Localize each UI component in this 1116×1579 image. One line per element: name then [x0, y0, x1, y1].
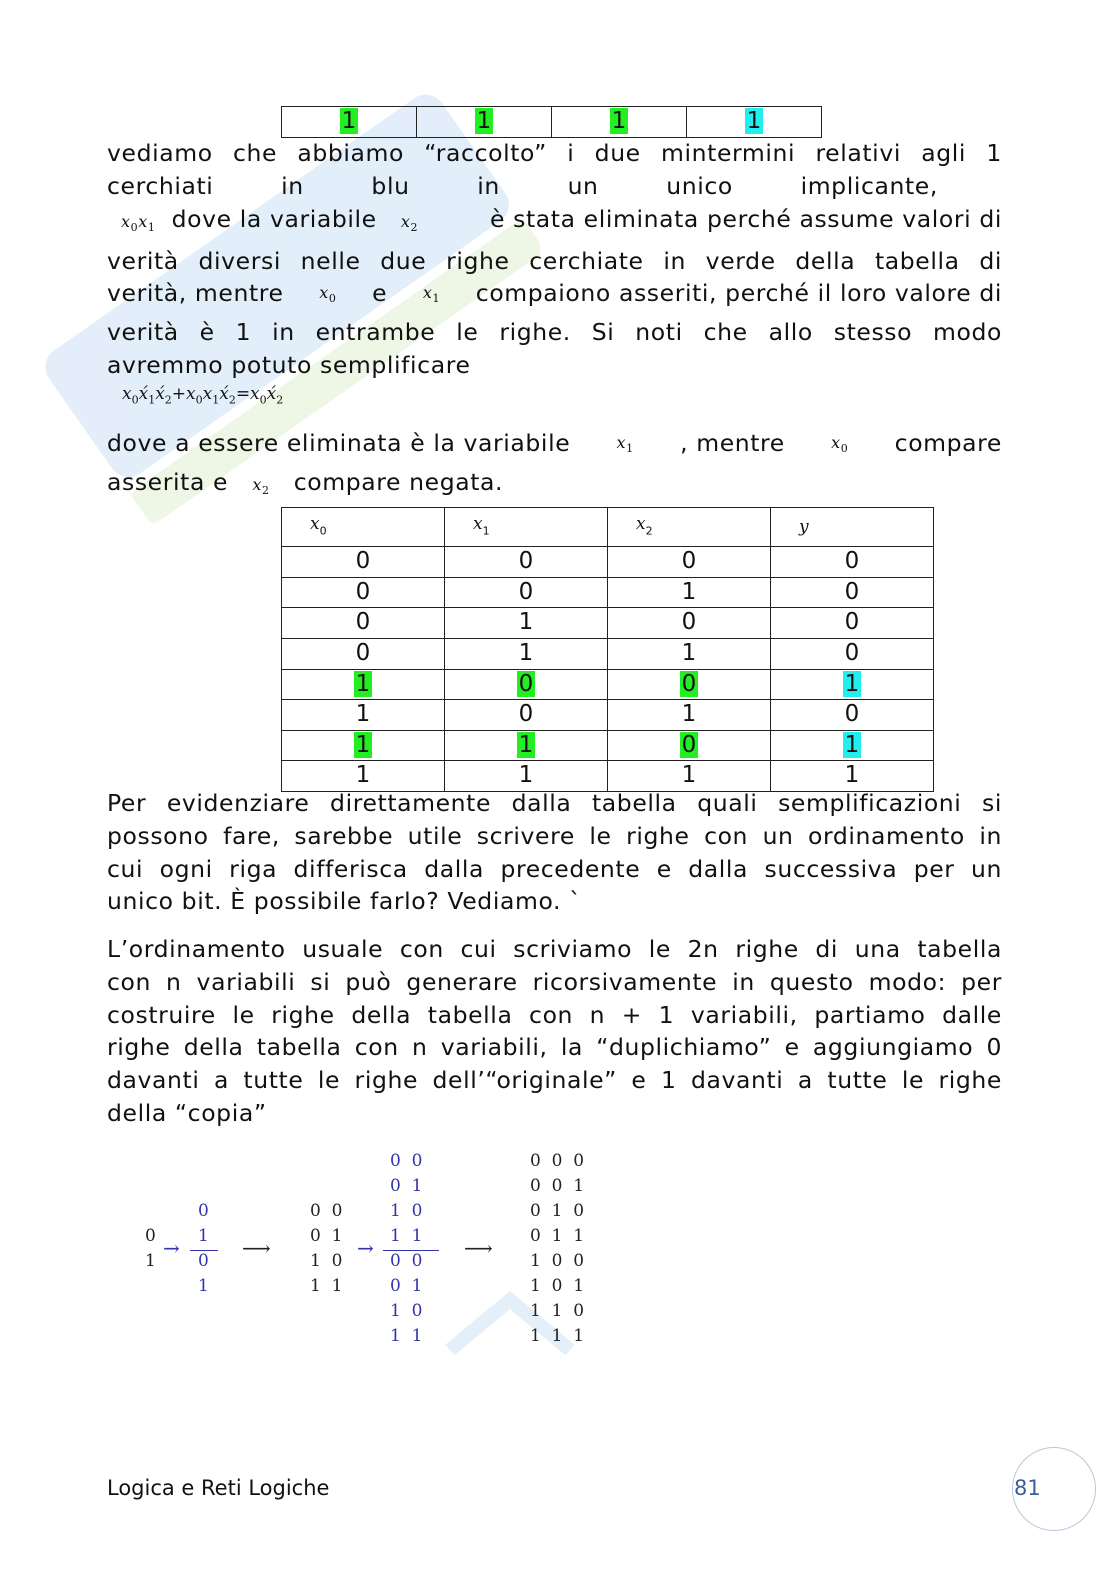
- long-arrow-icon: ⟶: [464, 1236, 493, 1260]
- word: i: [567, 139, 575, 167]
- table-cell: [282, 547, 445, 578]
- cell-value: 1: [844, 670, 860, 697]
- diagram-row: 1: [198, 1226, 209, 1246]
- text: è stata eliminata perché assume valori di: [490, 204, 1002, 233]
- table-cell: [445, 669, 608, 700]
- cell-value: 1: [355, 731, 371, 758]
- cell-value: 1: [844, 731, 860, 758]
- diagram-row: 1 0: [390, 1301, 423, 1321]
- diagram-row: 1 1: [390, 1226, 423, 1246]
- diagram-row: 0 0: [390, 1251, 423, 1271]
- diagram-row: 1: [198, 1276, 209, 1296]
- table-cell: [771, 700, 934, 731]
- table-header-row: [282, 508, 934, 547]
- cell-value: 1: [355, 701, 371, 728]
- p1-line-4: verità diversi nelle due righe cerchiate in verde della tabella di: [107, 246, 1002, 275]
- table-cell: [608, 700, 771, 731]
- col-2bit: [310, 1199, 342, 1299]
- table-cell: [771, 547, 934, 578]
- table-row: [282, 107, 822, 138]
- text: compaiono asseriti, perché il loro valore di: [475, 279, 1002, 308]
- p1-line-5: [107, 277, 1002, 316]
- p3-line-1: Per evidenziare direttamente dalla tabella quali semplificazioni si: [107, 789, 1002, 817]
- header-y: [771, 508, 934, 547]
- text: , mentre: [680, 429, 785, 457]
- text: dove a essere eliminata è la variabile: [107, 429, 571, 457]
- table-cell: [282, 608, 445, 639]
- diagram-row: 0 1: [390, 1276, 423, 1296]
- header-x1: [445, 508, 608, 547]
- text: dove la variabile: [171, 204, 377, 233]
- table-cell: [771, 669, 934, 700]
- col-1bit: [145, 1224, 156, 1274]
- p4-line-6: della “copia”: [107, 1098, 267, 1127]
- header-sub: 1: [482, 524, 490, 538]
- diagram-row: 1 0 1: [530, 1276, 585, 1296]
- text: verità, mentre: [107, 279, 284, 308]
- cell-value: 1: [518, 731, 534, 758]
- table-cell: [771, 577, 934, 608]
- cell-value: 0: [844, 639, 860, 666]
- p3-line-4: unico bit. È possibile farlo? Vediamo. `: [107, 887, 582, 916]
- table-cell: [445, 547, 608, 578]
- col-3bit: [530, 1149, 584, 1349]
- math-x0x1: $x_0x_1$: [121, 211, 156, 234]
- cell-value: 1: [518, 762, 534, 789]
- header-x2: [608, 508, 771, 547]
- cell-value: 0: [355, 609, 371, 636]
- table-cell: [282, 638, 445, 669]
- simplification-formula: $x_0x́_1x́_2+x_0x_1x́_2=x_0x́_2$: [122, 384, 284, 407]
- cell-value: 1: [681, 578, 697, 605]
- word: unico: [666, 171, 733, 200]
- p1-line-1: [107, 137, 1002, 170]
- word: implicante,: [800, 171, 938, 200]
- p4-line-1: L’ordinamento usuale con cui scriviamo le 2n righe di una tabella: [107, 935, 1002, 963]
- table-cell: [771, 638, 934, 669]
- table-cell: [608, 638, 771, 669]
- header-sub: 0: [319, 524, 327, 538]
- table-row: [282, 730, 934, 761]
- math-x1: $x_1$: [422, 283, 441, 306]
- cell-value: 0: [681, 670, 697, 697]
- table-cell: [608, 577, 771, 608]
- diagram-row: 1 0 0: [530, 1251, 585, 1271]
- cell-value: 0: [681, 548, 697, 575]
- header-var: x: [310, 514, 320, 534]
- word: 1: [986, 139, 1002, 167]
- diagram-row: 0 1: [310, 1226, 343, 1246]
- word: mintermini: [661, 139, 796, 167]
- table-cell: [282, 730, 445, 761]
- diagram-row: 0 1: [390, 1176, 423, 1196]
- long-arrow-icon: ⟶: [242, 1236, 271, 1260]
- cell-value: 0: [844, 609, 860, 636]
- p1-line-6: verità è 1 in entrambe le righe. Si noti che allo stesso modo: [107, 318, 1002, 347]
- header-var: y: [799, 517, 809, 538]
- header-x0: [282, 508, 445, 547]
- cell-value: 0: [681, 609, 697, 636]
- word: due: [594, 139, 641, 167]
- diagram-row: 0: [145, 1226, 156, 1246]
- diagram-row: 0: [198, 1251, 209, 1271]
- right-arrow-icon: →: [163, 1236, 180, 1260]
- paragraph-3: [107, 787, 1002, 918]
- diagram-row: 0: [198, 1201, 209, 1221]
- paragraph-2: [107, 427, 1002, 508]
- diagram-row: 1 1 1: [530, 1326, 585, 1346]
- top-cell-0: [282, 107, 417, 138]
- cell-value: 1: [355, 762, 371, 789]
- top-row-table: [281, 106, 822, 138]
- p3-line-2: possono fare, sarebbe utile scrivere le righe con un ordinamento in: [107, 821, 1002, 850]
- p2-line-1: [107, 427, 1002, 466]
- diagram-row: 0 0 0: [530, 1151, 585, 1171]
- p3-line-3: cui ogni riga differisca dalla precedente e dalla successiva per un: [107, 854, 1002, 883]
- diagram-row: 0 1 0: [530, 1201, 585, 1221]
- right-arrow-icon: →: [357, 1236, 374, 1260]
- top-cell-3: [687, 107, 822, 138]
- table-cell: [608, 669, 771, 700]
- p4-line-5: davanti a tutte le righe dell’“originale” e 1 davanti a tutte le righe: [107, 1066, 1002, 1095]
- table-cell: [608, 608, 771, 639]
- cell-value: 0: [355, 548, 371, 575]
- highlight-cyan: 1: [746, 108, 762, 134]
- diagram-row: 1 1: [390, 1326, 423, 1346]
- highlight-green: 1: [476, 108, 492, 134]
- p1-line-3-start: [107, 203, 418, 245]
- highlight-green: 1: [611, 108, 627, 134]
- cell-value: 1: [681, 701, 697, 728]
- word: che: [232, 139, 278, 167]
- table-cell: [282, 577, 445, 608]
- table-cell: [282, 669, 445, 700]
- math-x2: $x_2$: [400, 211, 419, 234]
- text: e: [372, 279, 388, 308]
- text: compare: [894, 429, 1002, 457]
- word: in: [477, 171, 500, 200]
- page-number: 81: [1014, 1476, 1041, 1500]
- header-var: x: [636, 514, 646, 534]
- table-cell: [608, 730, 771, 761]
- cell-value: 1: [681, 639, 697, 666]
- cell-value: 1: [355, 670, 371, 697]
- math-x0: $x_0$: [831, 433, 849, 456]
- cell-value: 0: [355, 578, 371, 605]
- cell-value: 1: [518, 639, 534, 666]
- table-row: [282, 669, 934, 700]
- cell-value: 0: [518, 548, 534, 575]
- diagram-row: 0 1 1: [530, 1226, 585, 1246]
- table-cell: [608, 547, 771, 578]
- word: in: [281, 171, 304, 200]
- cell-value: 1: [681, 762, 697, 789]
- p4-line-4: righe della tabella con n variabili, la “duplichiamo” e aggiungiamo 0: [107, 1033, 1002, 1062]
- diagram-row: 1 0: [310, 1251, 343, 1271]
- truth-table: [281, 507, 934, 792]
- math-x1: $x_1$: [616, 433, 634, 456]
- text: asserita e: [107, 467, 229, 496]
- cell-value: 1: [844, 762, 860, 789]
- highlight-green: 1: [341, 108, 357, 134]
- diagram-row: 0 0 1: [530, 1176, 585, 1196]
- diagram-row: 1 0: [390, 1201, 423, 1221]
- cell-value: 0: [518, 670, 534, 697]
- separator-line: [190, 1250, 218, 1251]
- cell-value: 0: [355, 639, 371, 666]
- p4-line-3: costruire le righe della tabella con n + 1 variabili, partiamo dalle: [107, 1000, 1002, 1029]
- cell-value: 0: [844, 701, 860, 728]
- p4-line-2: con n variabili si può generare ricorsivamente in questo modo: per: [107, 967, 1002, 996]
- separator-line: [383, 1250, 439, 1251]
- footer-title: Logica e Reti Logiche: [107, 1476, 330, 1500]
- cell-value: 0: [844, 548, 860, 575]
- word: blu: [371, 171, 410, 200]
- cell-value: 0: [844, 578, 860, 605]
- table-cell: [771, 608, 934, 639]
- paragraph-4: [107, 933, 1002, 1130]
- cell-value: 0: [518, 701, 534, 728]
- diagram-row: 1: [145, 1251, 156, 1271]
- table-row: [282, 700, 934, 731]
- word: relativi: [815, 139, 901, 167]
- table-row: [282, 638, 934, 669]
- cell-value: 0: [681, 731, 697, 758]
- top-cell-2: [552, 107, 687, 138]
- p1-line-7: avremmo potuto semplificare: [107, 351, 471, 380]
- diagram-row: 0 0: [390, 1151, 423, 1171]
- word: cerchiati: [107, 171, 214, 200]
- word: agli: [921, 139, 967, 167]
- paragraph-1: [107, 137, 1002, 382]
- cell-value: 1: [518, 609, 534, 636]
- table-cell: [282, 700, 445, 731]
- math-x2: $x_2$: [252, 474, 270, 498]
- table-cell: [771, 730, 934, 761]
- math-x0: $x_0$: [319, 283, 337, 306]
- cell-value: 0: [518, 578, 534, 605]
- diagram-row: 1 1 0: [530, 1301, 585, 1321]
- table-row: [282, 577, 934, 608]
- table-row: [282, 608, 934, 639]
- table-cell: [445, 638, 608, 669]
- word: un: [567, 171, 599, 200]
- p1-line-3: [107, 203, 1002, 245]
- table-cell: [445, 730, 608, 761]
- table-cell: [445, 700, 608, 731]
- word: vediamo: [107, 139, 213, 167]
- col-2bit-dup: [390, 1149, 422, 1349]
- table-cell: [445, 608, 608, 639]
- text: compare negata.: [293, 467, 504, 496]
- diagram-row: 0 0: [310, 1201, 343, 1221]
- top-cell-1: [417, 107, 552, 138]
- header-var: x: [473, 514, 483, 534]
- col-1bit-dup: [198, 1199, 209, 1299]
- header-sub: 2: [645, 524, 653, 538]
- diagram-row: 1 1: [310, 1276, 343, 1296]
- word: “raccolto”: [424, 139, 547, 167]
- p1-line-2: [107, 170, 1002, 203]
- table-row: [282, 547, 934, 578]
- word: abbiamo: [297, 139, 404, 167]
- p2-line-2: [107, 466, 1002, 508]
- table-cell: [445, 577, 608, 608]
